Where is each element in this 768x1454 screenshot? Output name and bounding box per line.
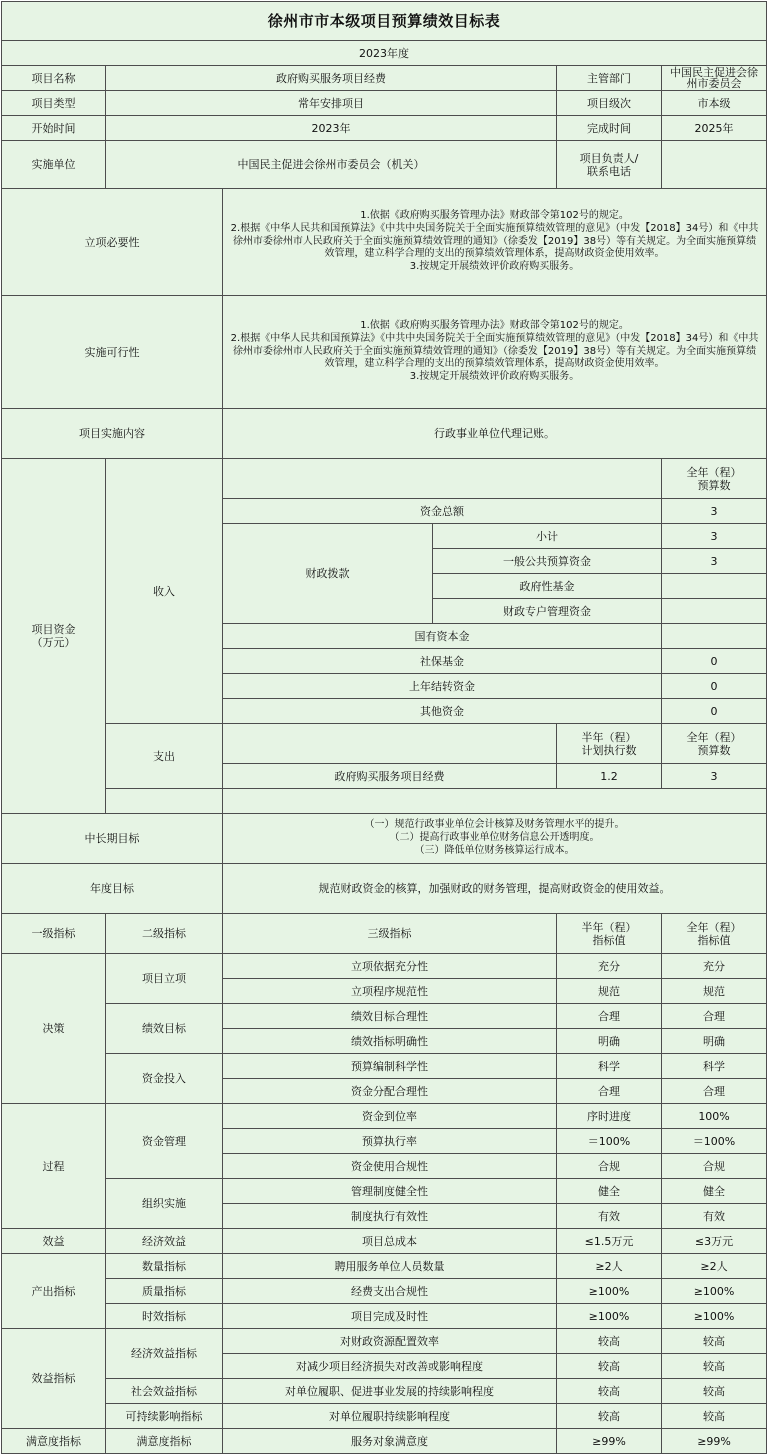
funds-label-line: 项目资金	[31, 623, 76, 636]
subgroup-satisfaction: 满意度指标	[106, 1429, 223, 1454]
indicator-annual: ＝100%	[662, 1129, 767, 1154]
social-fund-value: 0	[662, 649, 767, 674]
indicator-annual: ≥100%	[662, 1304, 767, 1329]
subtotal-value: 3	[662, 524, 767, 549]
header-line: 指标值	[697, 933, 731, 947]
indicator-name: 绩效指标明确性	[223, 1029, 557, 1054]
gov-fund-value	[662, 574, 767, 599]
indicator-name: 对单位履职、促进事业发展的持续影响程度	[223, 1379, 557, 1404]
indicator-half: ＝100%	[557, 1129, 662, 1154]
indicator-half: ≥100%	[557, 1304, 662, 1329]
indicator-annual: 100%	[662, 1104, 767, 1129]
header-line: 预算数	[697, 743, 731, 757]
header-line: 全年（程）	[686, 465, 742, 479]
indicator-name: 对减少项目经济损失对改善或影响程度	[223, 1354, 557, 1379]
expense-item: 政府购买服务项目经费	[223, 764, 557, 789]
impl-unit-label: 实施单位	[2, 141, 106, 189]
content-text: 行政事业单位代理记账。	[223, 409, 767, 459]
indicator-annual: 合理	[662, 1079, 767, 1104]
annual-goal-label: 年度目标	[2, 864, 223, 914]
paragraph-line: 1.依据《政府购买服务管理办法》财政部令第102号的规定。	[360, 210, 629, 221]
fiscal-label: 财政拨款	[223, 524, 433, 624]
funds-label	[2, 459, 106, 814]
other-fund-label: 其他资金	[223, 699, 662, 724]
project-type-label: 项目类型	[2, 91, 106, 116]
indicator-name: 资金分配合理性	[223, 1079, 557, 1104]
indicator-annual: 合规	[662, 1154, 767, 1179]
indicator-name: 预算编制科学性	[223, 1054, 557, 1079]
indicator-half: 科学	[557, 1054, 662, 1079]
indicator-name: 对单位履职持续影响程度	[223, 1404, 557, 1429]
indicator-half: ≥2人	[557, 1254, 662, 1279]
annual-budget-header	[662, 459, 767, 499]
general-budget-label: 一般公共预算资金	[433, 549, 662, 574]
indicator-half: 充分	[557, 954, 662, 979]
subgroup-zijin-touru: 资金投入	[106, 1054, 223, 1104]
indicator-annual: 较高	[662, 1329, 767, 1354]
indicator-half: 有效	[557, 1204, 662, 1229]
annual-value-header	[662, 914, 767, 954]
fiscal-year: 2023年度	[2, 41, 767, 66]
half-value-header	[557, 914, 662, 954]
total-value: 3	[662, 499, 767, 524]
contact-label-line: 项目负责人/	[579, 151, 639, 165]
contact-value	[662, 141, 767, 189]
indicator-annual: 科学	[662, 1054, 767, 1079]
project-type: 常年安排项目	[106, 91, 557, 116]
page-title: 徐州市市本级项目预算绩效目标表	[2, 2, 767, 41]
carryover-label: 上年结转资金	[223, 674, 662, 699]
paragraph-line: 2.根据《中华人民共和国预算法》《中共中央国务院关于全面实施预算绩效管理的意见》（中发【2018】34号）和《中共徐州市委徐州市人民政府关于全面实施预算绩效管理的通知》（徐委发【2019】38号）等有关规定。为全面实施预算绩效管理，建立科学合理的支出的预算绩效管理体系，提高财政资金使用效率。	[230, 222, 759, 260]
paragraph-line: 2.根据《中华人民共和国预算法》《中共中央国务院关于全面实施预算绩效管理的意见》（中发【2018】34号）和《中共徐州市委徐州市人民政府关于全面实施预算绩效管理的通知》（徐委发【2019】38号）等有关规定。为全面实施预算绩效管理，建立科学合理的支出的预算绩效管理体系，提高财政资金使用效率。	[230, 332, 759, 370]
blank-cell	[223, 724, 557, 764]
income-label: 收入	[106, 459, 223, 724]
indicator-name: 经费支出合规性	[223, 1279, 557, 1304]
indicator-half: 合规	[557, 1154, 662, 1179]
indicator-half: ≤1.5万元	[557, 1229, 662, 1254]
indicator-half: 合理	[557, 1079, 662, 1104]
subgroup-lixiang: 项目立项	[106, 954, 223, 1004]
start-time-label: 开始时间	[2, 116, 106, 141]
indicator-half: 较高	[557, 1379, 662, 1404]
indicator-name: 资金到位率	[223, 1104, 557, 1129]
long-term-line: （三）降低单位财务核算运行成本。	[414, 844, 575, 856]
subgroup-quantity: 数量指标	[106, 1254, 223, 1279]
indicator-name: 立项程序规范性	[223, 979, 557, 1004]
indicator-annual: 合理	[662, 1004, 767, 1029]
indicator-half: 健全	[557, 1179, 662, 1204]
gov-fund-label: 政府性基金	[433, 574, 662, 599]
special-fund-value	[662, 599, 767, 624]
feasibility-text	[223, 296, 767, 409]
subgroup-econ-effect: 经济效益指标	[106, 1329, 223, 1379]
annual-budget-header	[662, 724, 767, 764]
long-term-line: （二）提高行政事业单位财务信息公开透明度。	[389, 832, 600, 844]
subgroup-zuzhi: 组织实施	[106, 1179, 223, 1229]
half-plan-header	[557, 724, 662, 764]
group-decision: 决策	[2, 954, 106, 1104]
project-name-label: 项目名称	[2, 66, 106, 91]
header-line: 预算数	[697, 478, 731, 492]
indicator-name: 绩效目标合理性	[223, 1004, 557, 1029]
state-capital-value	[662, 624, 767, 649]
indicator-annual: 较高	[662, 1379, 767, 1404]
paragraph-line: 1.依据《政府购买服务管理办法》财政部令第102号的规定。	[360, 320, 629, 331]
subtotal-label: 小计	[433, 524, 662, 549]
indicator-name: 制度执行有效性	[223, 1204, 557, 1229]
indicator-name: 项目完成及时性	[223, 1304, 557, 1329]
long-term-label: 中长期目标	[2, 814, 223, 864]
subgroup-quality: 质量指标	[106, 1279, 223, 1304]
indicator-annual: 明确	[662, 1029, 767, 1054]
subgroup-timeliness: 时效指标	[106, 1304, 223, 1329]
indicator-name: 项目总成本	[223, 1229, 557, 1254]
indicator-half: 序时进度	[557, 1104, 662, 1129]
indicator-half: ≥99%	[557, 1429, 662, 1454]
indicator-half: ≥100%	[557, 1279, 662, 1304]
indicator-name: 立项依据充分性	[223, 954, 557, 979]
group-output: 产出指标	[2, 1254, 106, 1329]
subgroup-sustain: 可持续影响指标	[106, 1404, 223, 1429]
other-fund-value: 0	[662, 699, 767, 724]
project-name: 政府购买服务项目经费	[106, 66, 557, 91]
indicator-annual: 较高	[662, 1404, 767, 1429]
start-time: 2023年	[106, 116, 557, 141]
paragraph-line: 3.按规定开展绩效评价政府购买服务。	[409, 261, 580, 273]
subgroup-jixiao: 绩效目标	[106, 1004, 223, 1054]
indicator-annual: 充分	[662, 954, 767, 979]
indicator-annual: ≥2人	[662, 1254, 767, 1279]
header-line: 计划执行数	[581, 743, 637, 757]
indicator-name: 资金使用合规性	[223, 1154, 557, 1179]
long-term-line: （一）规范行政事业单位会计核算及财务管理水平的提升。	[364, 819, 625, 831]
funds-label-line: （万元）	[31, 636, 76, 649]
header-line: 半年（程）	[581, 730, 637, 744]
total-label: 资金总额	[223, 499, 662, 524]
indicator-name: 管理制度健全性	[223, 1179, 557, 1204]
contact-label	[557, 141, 662, 189]
subgroup-zijin-guanli: 资金管理	[106, 1104, 223, 1179]
social-fund-label: 社保基金	[223, 649, 662, 674]
indicator-name: 预算执行率	[223, 1129, 557, 1154]
indicator-name: 服务对象满意度	[223, 1429, 557, 1454]
level3-header: 三级指标	[223, 914, 557, 954]
indicator-annual: 健全	[662, 1179, 767, 1204]
indicator-half: 规范	[557, 979, 662, 1004]
annual-goal-text: 规范财政资金的核算，加强财政的财务管理，提高财政资金的使用效益。	[223, 864, 767, 914]
performance-target-table	[1, 1, 767, 1454]
header-line: 全年（程）	[686, 730, 742, 744]
indicator-annual: ≤3万元	[662, 1229, 767, 1254]
expense-annual-value: 3	[662, 764, 767, 789]
indicator-half: 较高	[557, 1354, 662, 1379]
blank-cell	[223, 789, 767, 814]
indicator-annual: ≥100%	[662, 1279, 767, 1304]
necessity-text	[223, 189, 767, 296]
necessity-label: 立项必要性	[2, 189, 223, 296]
long-term-text	[223, 814, 767, 864]
paragraph-line: 3.按规定开展绩效评价政府购买服务。	[409, 371, 580, 383]
state-capital-label: 国有资本金	[223, 624, 662, 649]
level2-header: 二级指标	[106, 914, 223, 954]
indicator-half: 较高	[557, 1329, 662, 1354]
dept-value: 中国民主促进会徐州市委员会	[662, 66, 767, 91]
indicator-annual: 较高	[662, 1354, 767, 1379]
indicator-name: 聘用服务单位人员数量	[223, 1254, 557, 1279]
project-level: 市本级	[662, 91, 767, 116]
special-fund-label: 财政专户管理资金	[433, 599, 662, 624]
group-satisfaction: 满意度指标	[2, 1429, 106, 1454]
header-line: 半年（程）	[581, 920, 637, 934]
indicator-annual: ≥99%	[662, 1429, 767, 1454]
end-time: 2025年	[662, 116, 767, 141]
group-effect: 效益指标	[2, 1329, 106, 1429]
dept-label: 主管部门	[557, 66, 662, 91]
group-benefit: 效益	[2, 1229, 106, 1254]
impl-unit: 中国民主促进会徐州市委员会（机关）	[106, 141, 557, 189]
expense-label: 支出	[106, 724, 223, 789]
indicator-name: 对财政资源配置效率	[223, 1329, 557, 1354]
subgroup-social-effect: 社会效益指标	[106, 1379, 223, 1404]
general-budget-value: 3	[662, 549, 767, 574]
expense-half-value: 1.2	[557, 764, 662, 789]
blank-cell	[223, 459, 662, 499]
indicator-half: 明确	[557, 1029, 662, 1054]
group-process: 过程	[2, 1104, 106, 1229]
header-line: 全年（程）	[686, 920, 742, 934]
project-level-label: 项目级次	[557, 91, 662, 116]
feasibility-label: 实施可行性	[2, 296, 223, 409]
indicator-annual: 有效	[662, 1204, 767, 1229]
indicator-half: 较高	[557, 1404, 662, 1429]
content-label: 项目实施内容	[2, 409, 223, 459]
contact-label-line: 联系电话	[587, 164, 631, 178]
indicator-half: 合理	[557, 1004, 662, 1029]
level1-header: 一级指标	[2, 914, 106, 954]
carryover-value: 0	[662, 674, 767, 699]
header-line: 指标值	[592, 933, 626, 947]
blank-cell	[106, 789, 223, 814]
indicator-annual: 规范	[662, 979, 767, 1004]
subgroup-economic: 经济效益	[106, 1229, 223, 1254]
end-time-label: 完成时间	[557, 116, 662, 141]
